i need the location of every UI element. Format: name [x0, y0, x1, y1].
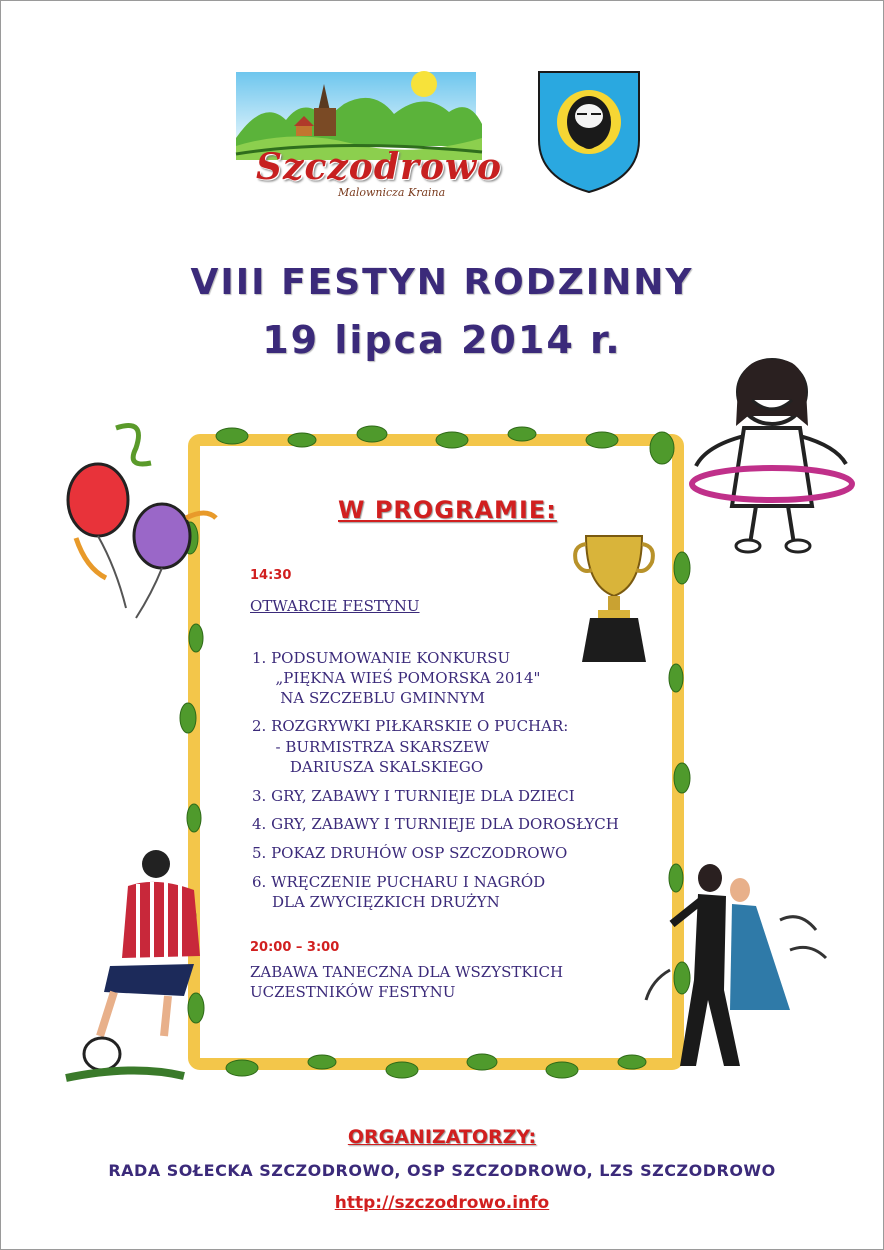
dancing-couple-icon	[640, 860, 836, 1074]
logo-name: Szczodrowo	[256, 146, 502, 188]
logo-tagline: Malownicza Kraina	[338, 186, 446, 199]
opening-time: 14:30	[250, 568, 292, 583]
village-logo	[234, 68, 502, 202]
coat-of-arms	[537, 70, 641, 194]
organizers-list: RADA SOŁECKA SZCZODROWO, OSP SZCZODROWO, LZS SZCZODROWO	[108, 1161, 776, 1180]
program-item-5: 5. POKAZ DRUHÓW OSP SZCZODROWO	[252, 844, 568, 862]
organizers-heading: ORGANIZATORZY:	[347, 1126, 537, 1148]
football-player-icon	[64, 846, 214, 1086]
balloons-icon	[56, 418, 226, 628]
opening-label: OTWARCIE FESTYNU	[250, 597, 420, 615]
program-heading: W PROGRAMIE:	[338, 496, 557, 524]
program-item-6-line-1: 6. WRĘCZENIE PUCHARU I NAGRÓD	[252, 873, 546, 891]
program-item-1-line-1: 1. PODSUMOWANIE KONKURSU	[252, 649, 511, 667]
program-item-2-line-1: 2. ROZGRYWKI PIŁKARSKIE O PUCHAR:	[252, 717, 569, 735]
website-link[interactable]: http://szczodrowo.info	[334, 1193, 550, 1213]
program-item-2-line-2: - BURMISTRZA SKARSZEW	[266, 738, 490, 756]
dance-time: 20:00 – 3:00	[250, 940, 340, 955]
program-item-2-line-3: DARIUSZA SKALSKIEGO	[266, 758, 484, 776]
trophy-icon	[572, 530, 656, 664]
program-item-3: 3. GRY, ZABAWY I TURNIEJE DLA DZIECI	[252, 787, 575, 805]
dance-line-1: ZABAWA TANECZNA DLA WSZYSTKICH	[250, 963, 564, 981]
event-date: 19 lipca 2014 r.	[262, 318, 622, 362]
program-item-1-line-3: NA SZCZEBLU GMINNYM	[266, 689, 485, 707]
program-item-4: 4. GRY, ZABAWY I TURNIEJE DLA DOROSŁYCH	[252, 815, 619, 833]
program-item-1-line-2: „PIĘKNA WIEŚ POMORSKA 2014"	[266, 669, 541, 687]
dance-line-2: UCZESTNIKÓW FESTYNU	[250, 983, 456, 1001]
saint-face-icon	[537, 70, 641, 194]
girl-hula-hoop-icon	[686, 356, 858, 556]
event-title: VIII FESTYN RODZINNY	[190, 262, 694, 303]
program-item-6-line-2: DLA ZWYCIĘZKICH DRUŻYN	[272, 893, 500, 911]
